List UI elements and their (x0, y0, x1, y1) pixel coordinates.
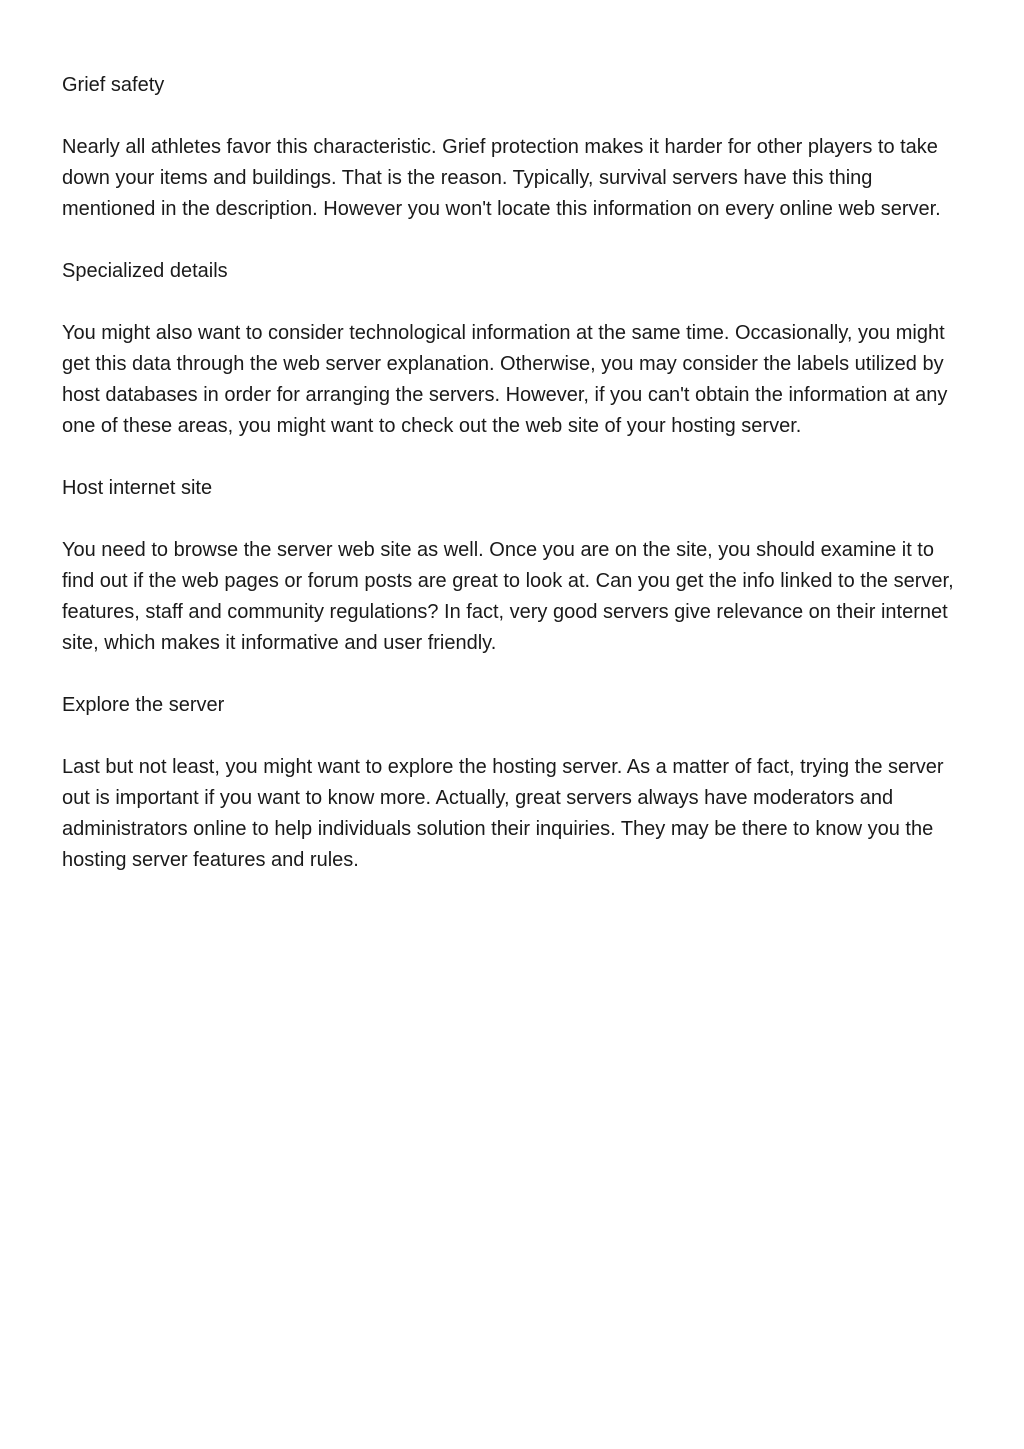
section-heading-host-internet-site: Host internet site (62, 477, 213, 499)
section-body-explore-the-server: Last but not least, you might want to explore the hosting server. As a matter of fact, trying the server out is important if you want to know more. Actually, great servers always have moderators and administrators online to help individuals solution their inquiries. They may be there to know you the hosting server features and rules. (62, 756, 944, 871)
section-body-host-internet-site: You need to browse the server web site as well. Once you are on the site, you should examine it to find out if the web pages or forum posts are great to look at. Can you get the info linked to the server, features, staff and community regulations? In fact, very good servers give relevance on their internet site, which makes it informative and user friendly. (62, 539, 954, 654)
section-heading-explore-the-server: Explore the server (62, 694, 225, 716)
section-body-specialized-details: You might also want to consider technological information at the same time. Occasionally, you might get this data through the web server explanation. Otherwise, you may consider the labels utilized by host databases in order for arranging the servers. However, if you can't obtain the information at any one of these areas, you might want to check out the web site of your hosting server. (62, 322, 948, 437)
section-heading-specialized-details: Specialized details (62, 260, 228, 282)
section-heading-grief-safety: Grief safety (62, 74, 165, 96)
section-body-grief-safety: Nearly all athletes favor this characteristic. Grief protection makes it harder for other players to take down your items and buildings. That is the reason. Typically, survival servers have this thing mentioned in the description. However you won't locate this information on every online web server. (62, 136, 941, 220)
document-page (62, 70, 962, 907)
